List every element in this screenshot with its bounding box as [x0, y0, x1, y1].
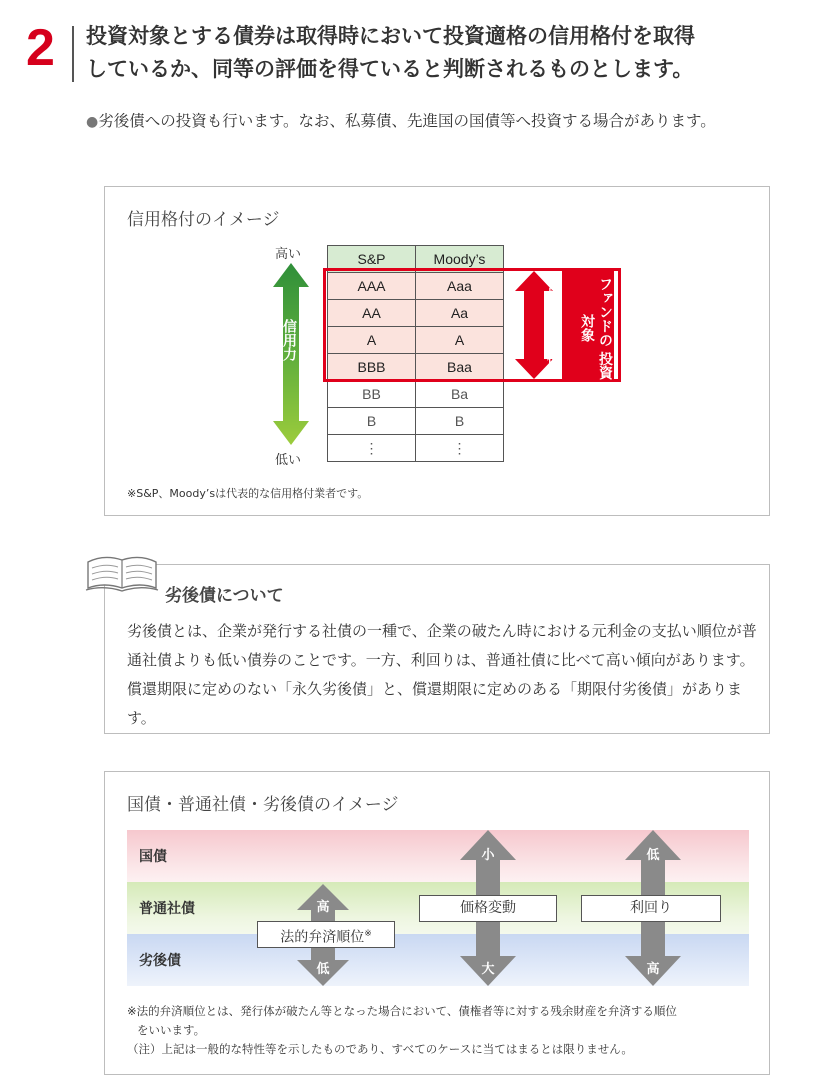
rating-cell: Ba — [416, 381, 504, 408]
rating-cell: BBB — [328, 354, 416, 381]
heading-line-1: 投資対象とする債券は取得時において投資適格の信用格付を取得 — [86, 24, 695, 48]
priority-footnote-line-1: ※法的弁済順位とは、発行体が破たん等となった場合において、債権者等に対する残余財産を弁済する順位 — [127, 1004, 677, 1018]
rating-cell: B — [416, 408, 504, 435]
credit-strength-label: 信用力 — [281, 319, 297, 361]
bullet-text: 劣後債への投資も行います。なお、私募債、先進国の国債等へ投資する場合があります。 — [98, 112, 716, 130]
investment-grade-label: 投資適格格付 — [544, 288, 559, 366]
rating-row — [328, 381, 504, 408]
credit-rating-title: 信用格付のイメージ — [127, 210, 280, 230]
priority-label: 法的弁済順位 — [280, 929, 365, 946]
fund-label-line-1: ファンドの — [597, 276, 613, 347]
priority-footnote-line-2: をいいます。 — [137, 1023, 206, 1037]
band-label: 普通社債 — [139, 901, 195, 917]
open-book-icon — [84, 548, 160, 594]
rating-cell: Aaa — [416, 273, 504, 300]
rating-cell: Baa — [416, 354, 504, 381]
rating-cell: BB — [328, 381, 416, 408]
rating-cell: AAA — [328, 273, 416, 300]
header-sp: S&P — [328, 246, 416, 273]
label-high: 高い — [275, 247, 302, 262]
bond-comparison-box — [104, 771, 770, 1075]
rating-cell: A — [416, 327, 504, 354]
price-small-label: 小 — [481, 848, 495, 863]
section-heading — [86, 20, 806, 86]
rating-row — [328, 408, 504, 435]
bullet-note — [86, 106, 786, 137]
credit-footnote: ※S&P、Moody’sは代表的な信用格付業者です。 — [127, 487, 369, 500]
rating-cell: ⋮ — [416, 435, 504, 462]
fund-label-line-2: 投資対象 — [579, 314, 613, 380]
rating-cell: A — [328, 327, 416, 354]
fund-target-label — [562, 268, 614, 382]
credit-rating-box — [104, 186, 770, 516]
heading-line-2: しているか、同等の評価を得ていると判断されるものとします。 — [86, 57, 694, 81]
band-label: 国債 — [139, 849, 167, 865]
subordinated-bond-title: 劣後債について — [165, 586, 284, 606]
rating-cell: AA — [328, 300, 416, 327]
yield-low-label: 低 — [646, 848, 660, 863]
general-disclaimer: （注）上記は一般的な特性等を示したものであり、すべてのケースに当てはまるとは限りません。 — [127, 1042, 633, 1056]
priority-low-label: 低 — [316, 962, 330, 977]
subordinated-bond-box — [104, 564, 770, 734]
priority-high-label: 高 — [316, 900, 330, 915]
rating-cell: Aa — [416, 300, 504, 327]
band-label: 劣後債 — [139, 953, 181, 969]
rating-cell: ⋮ — [328, 435, 416, 462]
rating-row — [328, 435, 504, 462]
bullet-dot: ● — [86, 114, 99, 130]
subordinated-bond-description: 劣後債とは、企業が発行する社債の一種で、企業の破たん時における元利金の支払い順位が普通社債よりも低い債券のことです。一方、利回りは、普通社債に比べて高い傾向があります。償還期限に定めのない「永久劣後債」と、償還期限に定めのある「期限付劣後債」があります。 — [127, 622, 757, 727]
rating-cell: B — [328, 408, 416, 435]
label-low: 低い — [275, 453, 302, 468]
section-number: 2 — [26, 19, 55, 77]
price-volatility-label: 価格変動 — [419, 895, 557, 922]
priority-tag — [257, 921, 395, 948]
price-large-label: 大 — [481, 962, 495, 977]
priority-note-mark: ※ — [364, 929, 372, 939]
yield-label: 利回り — [581, 895, 721, 922]
header-moodys: Moody’s — [416, 246, 504, 273]
bond-comparison-title: 国債・普通社債・劣後債のイメージ — [127, 795, 399, 815]
heading-divider — [72, 26, 74, 82]
yield-high-label: 高 — [646, 962, 660, 977]
comparison-footnotes — [127, 1002, 757, 1059]
